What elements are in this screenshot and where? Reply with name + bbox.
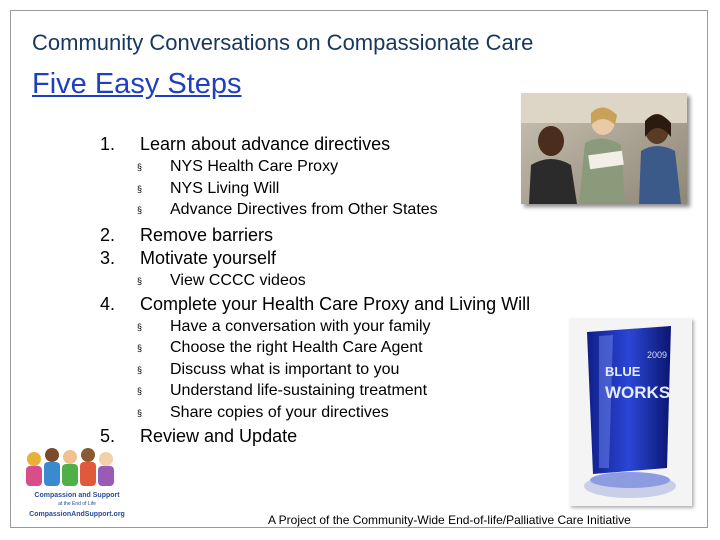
- step-text: Remove barriers: [140, 225, 274, 245]
- trophy-brand-line2: WORKS: [605, 383, 671, 402]
- compassion-support-logo: [20, 445, 135, 525]
- logo-line1: Compassion and Support: [34, 492, 120, 499]
- logo-line2: at the End of Life: [58, 501, 96, 507]
- step-number: 1.: [100, 134, 116, 154]
- bullet-item: Understand life-sustaining treatment: [170, 382, 428, 399]
- step-text: Motivate yourself: [140, 248, 277, 268]
- bullet-item: NYS Health Care Proxy: [170, 158, 339, 175]
- footer-credit: A Project of the Community-Wide End-of-life/Palliative Care Initiative: [268, 513, 631, 527]
- bullet-marker: §: [137, 408, 143, 418]
- conversation-photo: [521, 93, 687, 204]
- slide-subtitle: Five Easy Steps: [32, 68, 242, 100]
- step-number: 4.: [100, 294, 116, 314]
- bullet-item: View CCCC videos: [170, 272, 306, 289]
- bullet-marker: §: [137, 184, 143, 194]
- bullet-marker: §: [137, 205, 143, 215]
- logo-url: CompassionAndSupport.org: [29, 511, 125, 518]
- step-text: Complete your Health Care Proxy and Living Will: [140, 294, 531, 314]
- step-number: 5.: [100, 426, 116, 446]
- award-trophy-image: [569, 318, 692, 506]
- bullet-marker: §: [137, 162, 143, 172]
- bullet-marker: §: [137, 343, 143, 353]
- step-number: 3.: [100, 248, 116, 268]
- bullet-item: Have a conversation with your family: [170, 318, 431, 335]
- bullet-marker: §: [137, 386, 143, 396]
- bullet-marker: §: [137, 365, 143, 375]
- step-text: Review and Update: [140, 426, 298, 446]
- trophy-brand-line1: BLUE: [605, 364, 641, 379]
- step-text: Learn about advance directives: [140, 134, 391, 154]
- bullet-item: Share copies of your directives: [170, 404, 389, 421]
- step-number: 2.: [100, 225, 116, 245]
- bullet-item: Discuss what is important to you: [170, 361, 400, 378]
- bullet-item: Choose the right Health Care Agent: [170, 339, 423, 356]
- bullet-marker: §: [137, 322, 143, 332]
- bullet-item: Advance Directives from Other States: [170, 201, 438, 218]
- slide-title: Community Conversations on Compassionate Care: [32, 30, 534, 55]
- trophy-year: 2009: [647, 350, 668, 360]
- bullet-item: NYS Living Will: [170, 180, 280, 197]
- bullet-marker: §: [137, 276, 143, 286]
